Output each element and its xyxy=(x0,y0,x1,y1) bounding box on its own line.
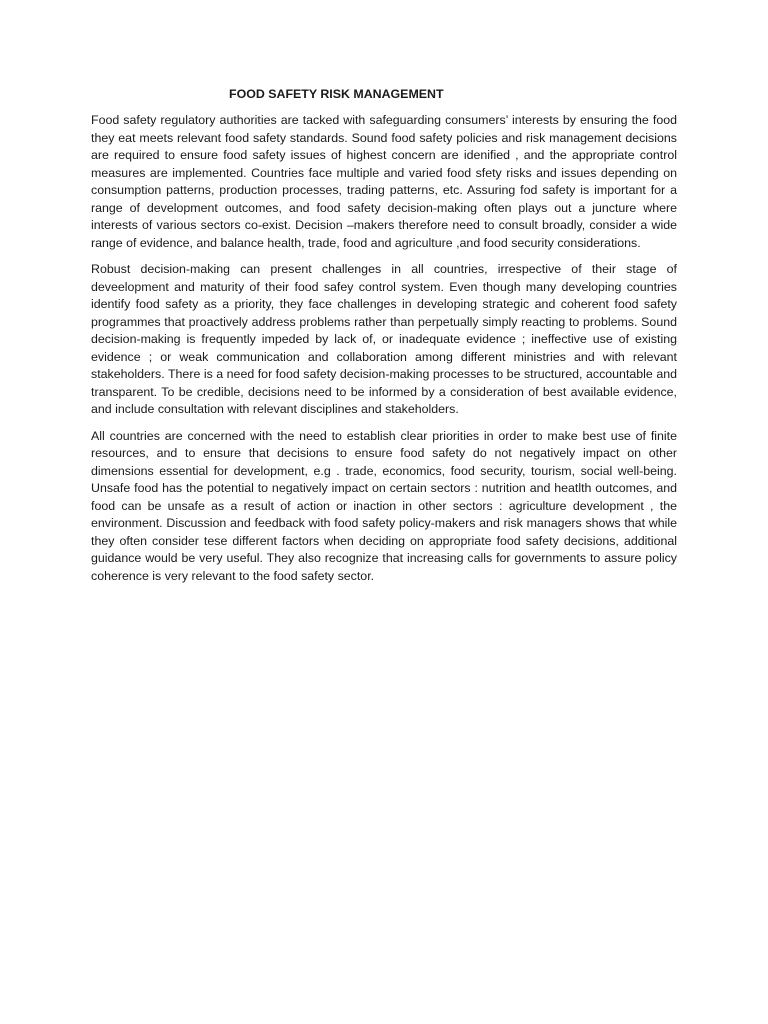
document-body xyxy=(91,112,677,594)
paragraph-2: Robust decision-making can present challenges in all countries, irrespective of their stage of deveelopment and maturity of their food safey control system. Even though many developing countries identify food safety as a priority, they face challenges in developing strategic and coherent food safety programmes that proactively address problems rather than perpetually simply reacting to problems. Sound decision-making is frequently impeded by lack of, or inadequate evidence ; ineffective use of existing evidence ; or weak communication and collaboration among different ministries and with relevant stakeholders. There is a need for food safety decision-making processes to be structured, accountable and transparent. To be credible, decisions need to be informed by a consideration of best available evidence, and include consultation with relevant disciplines and stakeholders. xyxy=(91,262,677,416)
paragraph-3: All countries are concerned with the need to establish clear priorities in order to make best use of finite resources, and to ensure that decisions to ensure food safety do not negatively impact on other dimensions essential for development, e.g . trade, economics, food security, tourism, social well-being. Unsafe food has the potential to negatively impact on certain sectors : nutrition and heatlth outcomes, and food can be unsafe as a result of action or inaction in other sectors : agriculture development , the environment. Discussion and feedback with food safety policy-makers and risk managers shows that while they often consider tese different factors when deciding on appropriate food safety decisions, additional guidance would be very useful. They also recognize that increasing calls for governments to assure policy coherence is very relevant to the food safety sector. xyxy=(91,428,677,583)
paragraph-1: Food safety regulatory authorities are tacked with safeguarding consumers’ interests by ensuring the food they eat meets relevant food safety standards. Sound food safety policies and risk management decisions are required to ensure food safety issues of highest concern are idenified , and the appropriate control measures are implemented. Countries face multiple and varied food sfety risks and issues depending on consumption patterns, production processes, trading patterns, etc. Assuring fod safety is important for a range of development outcomes, and food safety decision-making often plays out a juncture where interests of various sectors co-exist. Decision –makers therefore need to consult broadly, consider a wide range of evidence, and balance health, trade, food and agriculture ,and food security considerations. xyxy=(91,113,677,250)
document-title: FOOD SAFETY RISK MANAGEMENT xyxy=(229,87,444,101)
